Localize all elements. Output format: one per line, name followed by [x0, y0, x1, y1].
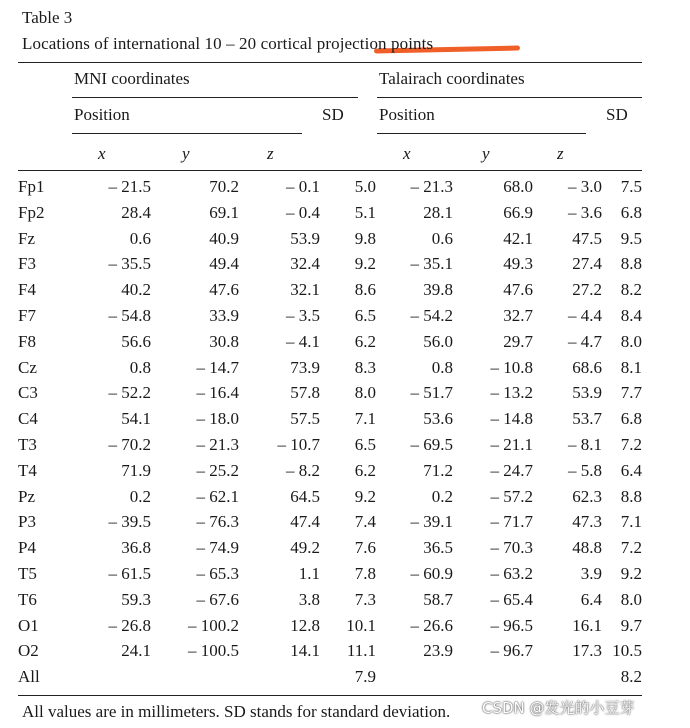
mni-y-cell: – 100.2 [188, 615, 239, 635]
mni-z-cell: 73.9 [290, 357, 320, 377]
mni-rule [72, 97, 358, 98]
talairach-z-cell: 16.1 [572, 615, 602, 635]
talairach-z-cell: 62.3 [572, 486, 602, 506]
talairach-y-cell: 42.1 [503, 228, 533, 248]
talairach-x-cell: – 39.1 [410, 512, 453, 532]
talairach-sd-cell: 8.2 [620, 280, 642, 300]
table-row [18, 509, 642, 535]
talairach-sd-cell: 8.0 [620, 331, 642, 351]
row-label: Fp1 [18, 177, 45, 196]
row-label: F3 [18, 254, 36, 274]
mni-sd-cell: 7.3 [354, 589, 376, 609]
mni-x-cell: 28.4 [121, 202, 151, 222]
mni-x-cell: – 39.5 [108, 512, 151, 532]
mni-sd-cell: 8.6 [354, 280, 376, 300]
talairach-y-cell: 66.9 [503, 202, 533, 222]
mni-y-cell: – 67.6 [196, 589, 239, 609]
talairach-position-header: Position [379, 105, 435, 124]
talairach-z-cell: 53.7 [572, 409, 602, 429]
mni-x-cell: – 21.5 [108, 177, 151, 196]
talairach-x-cell: 0.6 [431, 228, 453, 248]
mni-x-cell: – 26.8 [108, 615, 151, 635]
talairach-y-cell: – 71.7 [490, 512, 533, 532]
talairach-y-cell: – 70.3 [490, 538, 533, 558]
talairach-sd-cell: 9.7 [620, 615, 642, 635]
talairach-x-cell: 53.6 [423, 409, 453, 429]
talairach-x-cell: 56.0 [423, 331, 453, 351]
mni-z-cell [239, 664, 320, 690]
table-row [18, 251, 642, 277]
talairach-y-cell: – 13.2 [490, 383, 533, 403]
table-row [18, 277, 642, 303]
talairach-z-cell: 6.4 [580, 589, 602, 609]
talairach-z-cell: 47.3 [572, 512, 602, 532]
table-row [18, 432, 642, 458]
row-label: F8 [18, 331, 36, 351]
talairach-sd-cell: 7.2 [620, 434, 642, 454]
talairach-z-cell: – 4.7 [568, 331, 602, 351]
mni-sd-cell: 5.0 [354, 177, 376, 196]
talairach-sd-cell: 6.8 [620, 202, 642, 222]
mni-x-cell: 24.1 [121, 641, 151, 661]
mni-x-cell: 54.1 [121, 409, 151, 429]
mni-position-header: Position [74, 105, 130, 124]
mni-y-cell: – 14.7 [196, 357, 239, 377]
talairach-x-cell: 58.7 [423, 589, 453, 609]
talairach-y-cell: 68.0 [503, 177, 533, 196]
table-row [18, 380, 642, 406]
mni-y-cell: – 62.1 [196, 486, 239, 506]
talairach-sd-cell: 10.5 [612, 641, 642, 661]
mni-z-cell: 64.5 [290, 486, 320, 506]
mni-y-cell: 70.2 [209, 177, 239, 196]
row-label: P3 [18, 512, 36, 532]
mni-sd-cell: 7.6 [354, 538, 376, 558]
row-label: Fz [18, 228, 35, 248]
talairach-y-cell [453, 664, 533, 690]
watermark-text: CSDN @发光的小豆芽 [482, 699, 635, 717]
mni-sd-cell: 9.2 [354, 254, 376, 274]
mni-y-cell: 40.9 [209, 228, 239, 248]
mni-z-cell: 32.4 [290, 254, 320, 274]
mni-x-cell: 59.3 [121, 589, 151, 609]
talairach-x-cell: – 35.1 [410, 254, 453, 274]
mni-y-cell: – 18.0 [196, 409, 239, 429]
mni-x-cell: – 52.2 [108, 383, 151, 403]
coordinates-table [18, 174, 642, 690]
mni-position-rule [72, 133, 302, 134]
talairach-y-cell: – 65.4 [490, 589, 533, 609]
talairach-y-header: y [482, 144, 490, 163]
mni-header: MNI coordinates [74, 69, 190, 88]
mni-x-cell: 0.6 [129, 228, 151, 248]
table-row [18, 535, 642, 561]
table-title: Locations of international 10 – 20 cortical projection points [22, 34, 434, 53]
mni-y-cell: – 74.9 [196, 538, 239, 558]
mni-z-cell: 1.1 [298, 563, 320, 583]
mni-x-header: x [98, 144, 106, 163]
row-label: Pz [18, 486, 35, 506]
talairach-sd-cell: 9.5 [620, 228, 642, 248]
talairach-sd-cell: 8.4 [620, 305, 642, 325]
talairach-sd-cell: 6.8 [620, 409, 642, 429]
mni-sd-cell: 8.3 [354, 357, 376, 377]
mni-z-cell: – 4.1 [286, 331, 320, 351]
row-label: O2 [18, 641, 39, 661]
mni-y-cell: – 16.4 [196, 383, 239, 403]
talairach-z-header: z [557, 144, 564, 163]
mni-z-cell: 32.1 [290, 280, 320, 300]
talairach-z-cell: 48.8 [572, 538, 602, 558]
mni-y-cell: 47.6 [209, 280, 239, 300]
talairach-x-cell: – 26.6 [410, 615, 453, 635]
mni-x-cell: 0.8 [129, 357, 151, 377]
mni-y-header: y [182, 144, 190, 163]
talairach-x-cell: – 69.5 [410, 434, 453, 454]
talairach-sd-cell: 7.1 [620, 512, 642, 532]
mni-z-cell: – 0.1 [286, 177, 320, 196]
mni-y-cell [151, 664, 239, 690]
table-row [18, 561, 642, 587]
talairach-sd-cell: 8.1 [620, 357, 642, 377]
mni-z-cell: 57.5 [290, 409, 320, 429]
talairach-x-cell: 28.1 [423, 202, 453, 222]
mni-x-cell: – 61.5 [108, 563, 151, 583]
talairach-y-cell: – 21.1 [490, 434, 533, 454]
talairach-x-cell: 36.5 [423, 538, 453, 558]
row-label: C4 [18, 409, 38, 429]
talairach-z-cell: – 3.0 [568, 177, 602, 196]
talairach-x-header: x [403, 144, 411, 163]
mni-sd-header: SD [322, 105, 344, 124]
talairach-sd-header: SD [606, 105, 628, 124]
row-label: T4 [18, 460, 37, 480]
talairach-z-cell: 27.4 [572, 254, 602, 274]
talairach-x-cell: – 21.3 [410, 177, 453, 196]
talairach-y-cell: – 57.2 [490, 486, 533, 506]
mni-z-cell: 3.8 [298, 589, 320, 609]
talairach-z-cell: 17.3 [572, 641, 602, 661]
table-row [18, 613, 642, 639]
talairach-z-cell: – 8.1 [568, 434, 602, 454]
mni-x-cell: 36.8 [121, 538, 151, 558]
talairach-z-cell: 3.9 [580, 563, 602, 583]
mni-y-cell: 49.4 [209, 254, 239, 274]
table-label: Table 3 [22, 8, 73, 27]
talairach-x-cell: – 54.2 [410, 305, 453, 325]
mni-sd-cell: 9.8 [354, 228, 376, 248]
mni-z-cell: 47.4 [290, 512, 320, 532]
table-footnote: All values are in millimeters. SD stands for standard deviation. [22, 702, 451, 721]
table-row [18, 458, 642, 484]
mni-sd-cell: 7.8 [354, 563, 376, 583]
row-label: Fp2 [18, 202, 45, 222]
mni-sd-cell: 6.5 [354, 305, 376, 325]
talairach-z-cell: 27.2 [572, 280, 602, 300]
table-row [18, 303, 642, 329]
row-label: All [18, 667, 40, 687]
table-row [18, 587, 642, 613]
talairach-x-cell: 0.2 [431, 486, 453, 506]
talairach-x-cell [376, 664, 453, 690]
mni-x-cell: – 54.8 [108, 305, 151, 325]
talairach-header: Talairach coordinates [379, 69, 525, 88]
talairach-x-cell: – 60.9 [410, 563, 453, 583]
talairach-rule [377, 97, 642, 98]
talairach-y-cell: – 24.7 [490, 460, 533, 480]
talairach-sd-cell: 7.2 [620, 538, 642, 558]
mni-sd-cell: 11.1 [346, 641, 376, 661]
mni-x-cell: 56.6 [121, 331, 151, 351]
mni-z-cell: – 8.2 [286, 460, 320, 480]
talairach-x-cell: – 51.7 [410, 383, 453, 403]
mni-z-cell: 49.2 [290, 538, 320, 558]
top-rule [18, 62, 642, 63]
talairach-z-cell: 53.9 [572, 383, 602, 403]
talairach-y-cell: 32.7 [503, 305, 533, 325]
mni-z-cell: 53.9 [290, 228, 320, 248]
table-row [18, 355, 642, 381]
talairach-y-cell: 47.6 [503, 280, 533, 300]
talairach-position-rule [377, 133, 586, 134]
row-label: C3 [18, 383, 38, 403]
mni-y-cell: – 100.5 [188, 641, 239, 661]
talairach-sd-cell: 7.5 [620, 177, 642, 196]
talairach-sd-cell: 9.2 [620, 563, 642, 583]
mni-sd-cell: 10.1 [346, 615, 376, 635]
mni-z-cell: – 0.4 [286, 202, 320, 222]
table-row [18, 226, 642, 252]
talairach-sd-cell: 8.8 [620, 254, 642, 274]
mni-y-cell: – 76.3 [196, 512, 239, 532]
row-label: O1 [18, 615, 39, 635]
row-label: T6 [18, 589, 37, 609]
talairach-y-cell: 29.7 [503, 331, 533, 351]
talairach-sd-cell: 6.4 [620, 460, 642, 480]
mni-x-cell: 40.2 [121, 280, 151, 300]
mni-z-cell: 57.8 [290, 383, 320, 403]
talairach-y-cell: – 63.2 [490, 563, 533, 583]
mni-sd-cell: 5.1 [354, 202, 376, 222]
mni-y-cell: 33.9 [209, 305, 239, 325]
table-row [18, 200, 642, 226]
talairach-y-cell: – 10.8 [490, 357, 533, 377]
mni-z-cell: 14.1 [290, 641, 320, 661]
talairach-z-cell: 68.6 [572, 357, 602, 377]
talairach-z-cell: – 3.6 [568, 202, 602, 222]
mni-sd-cell: 6.2 [354, 460, 376, 480]
table-row [18, 329, 642, 355]
talairach-x-cell: 39.8 [423, 280, 453, 300]
bottom-rule [18, 695, 642, 696]
row-label: T3 [18, 434, 37, 454]
row-label: F4 [18, 280, 36, 300]
mni-z-cell: – 10.7 [277, 434, 320, 454]
talairach-y-cell: – 96.5 [490, 615, 533, 635]
table-row [18, 638, 642, 664]
mni-sd-cell: 9.2 [354, 486, 376, 506]
mni-x-cell: 0.2 [129, 486, 151, 506]
talairach-z-cell: 47.5 [572, 228, 602, 248]
talairach-x-cell: 23.9 [423, 641, 453, 661]
table-row [18, 174, 642, 200]
mni-z-header: z [267, 144, 274, 163]
mni-z-cell: 12.8 [290, 615, 320, 635]
row-label: T5 [18, 563, 37, 583]
mni-x-cell [74, 664, 151, 690]
talairach-sd-cell: 8.8 [620, 486, 642, 506]
mni-sd-cell: 7.4 [354, 512, 376, 532]
talairach-sd-cell: 8.2 [620, 667, 642, 687]
talairach-x-cell: 0.8 [431, 357, 453, 377]
mni-y-cell: 69.1 [209, 202, 239, 222]
row-label: Cz [18, 357, 37, 377]
mni-sd-cell: 7.9 [354, 667, 376, 687]
mni-x-cell: – 70.2 [108, 434, 151, 454]
table-row [18, 406, 642, 432]
table-row [18, 484, 642, 510]
table-row [18, 664, 642, 690]
talairach-sd-cell: 8.0 [620, 589, 642, 609]
talairach-y-cell: 49.3 [503, 254, 533, 274]
mni-y-cell: – 65.3 [196, 563, 239, 583]
mni-sd-cell: 7.1 [354, 409, 376, 429]
mni-sd-cell: 8.0 [354, 383, 376, 403]
mni-sd-cell: 6.5 [354, 434, 376, 454]
mni-sd-cell: 6.2 [354, 331, 376, 351]
mni-y-cell: 30.8 [209, 331, 239, 351]
talairach-y-cell: – 14.8 [490, 409, 533, 429]
talairach-sd-cell: 7.7 [620, 383, 642, 403]
header-bottom-rule [18, 170, 642, 171]
mni-y-cell: – 21.3 [196, 434, 239, 454]
mni-x-cell: 71.9 [121, 460, 151, 480]
mni-x-cell: – 35.5 [108, 254, 151, 274]
mni-y-cell: – 25.2 [196, 460, 239, 480]
row-label: P4 [18, 538, 36, 558]
mni-z-cell: – 3.5 [286, 305, 320, 325]
talairach-y-cell: – 96.7 [490, 641, 533, 661]
row-label: F7 [18, 305, 36, 325]
talairach-z-cell [533, 664, 602, 690]
talairach-z-cell: – 4.4 [568, 305, 602, 325]
talairach-z-cell: – 5.8 [568, 460, 602, 480]
talairach-x-cell: 71.2 [423, 460, 453, 480]
